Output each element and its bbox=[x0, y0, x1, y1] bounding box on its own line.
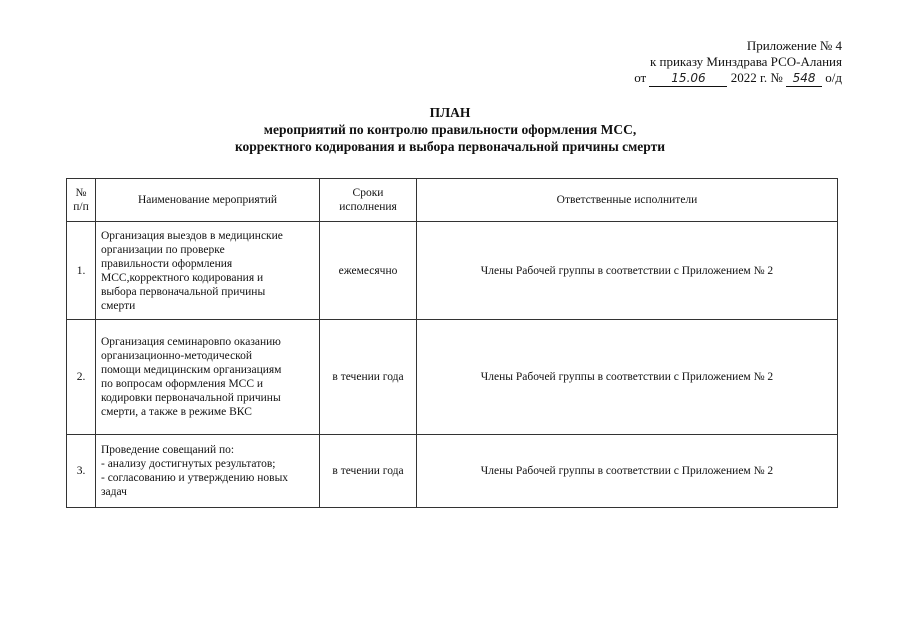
row-name-line: - согласованию и утверждению новых bbox=[101, 472, 289, 484]
row-name-line: смерти bbox=[101, 299, 136, 312]
row-name-line: организационно-методической bbox=[101, 350, 253, 362]
document-subtitle-line2: корректного кодирования и выбора первоначальной причины смерти bbox=[234, 139, 666, 154]
row-name-line: организации по проверке bbox=[101, 243, 225, 256]
header-resp: Ответственные исполнители bbox=[417, 179, 838, 222]
row-term: ежемесячно bbox=[320, 222, 417, 320]
row-num: 1. bbox=[67, 222, 96, 320]
row-name-line: - анализу достигнутых результатов; bbox=[101, 458, 276, 470]
row-num: 2. bbox=[67, 320, 96, 435]
row-resp: Члены Рабочей группы в соответствии с Приложением № 2 bbox=[417, 320, 838, 435]
header-name: Наименование мероприятий bbox=[96, 179, 320, 222]
row-term: в течении года bbox=[320, 435, 417, 508]
row-name-line: по вопросам оформления МСС и bbox=[101, 378, 264, 390]
header-term bbox=[320, 179, 417, 222]
row-name bbox=[96, 435, 320, 508]
row-name-line: задач bbox=[101, 486, 127, 498]
row-resp: Члены Рабочей группы в соответствии с Приложением № 2 bbox=[417, 435, 838, 508]
order-suffix: о/д bbox=[825, 70, 842, 85]
table-row bbox=[67, 320, 838, 435]
row-name-line: Организация выездов в медицинские bbox=[101, 229, 283, 242]
row-num: 3. bbox=[67, 435, 96, 508]
document-title: ПЛАН bbox=[429, 105, 471, 120]
document-title-block bbox=[150, 104, 750, 155]
row-resp: Члены Рабочей группы в соответствии с Приложением № 2 bbox=[417, 222, 838, 320]
row-name bbox=[96, 320, 320, 435]
plan-table bbox=[66, 178, 838, 508]
order-number-handwritten: 548 bbox=[786, 70, 822, 87]
header-term-line1: Сроки bbox=[352, 187, 384, 199]
appendix-order-line bbox=[634, 70, 842, 87]
document-subtitle-line1: мероприятий по контролю правильности оформления МСС, bbox=[263, 122, 637, 137]
row-name-line: кодировки первоначальной причины bbox=[101, 392, 281, 404]
row-name-line: смерти, а также в режиме ВКС bbox=[101, 406, 252, 418]
row-term: в течении года bbox=[320, 320, 417, 435]
appendix-number: Приложение № 4 bbox=[746, 38, 842, 53]
header-num-line1: № bbox=[75, 187, 87, 199]
header-num bbox=[67, 179, 96, 222]
table-row bbox=[67, 435, 838, 508]
table-row bbox=[67, 222, 838, 320]
row-name-line: МСС,корректного кодирования и bbox=[101, 271, 264, 284]
row-name bbox=[96, 222, 320, 320]
row-name-line: Проведение совещаний по: bbox=[101, 444, 235, 456]
header-num-line2: п/п bbox=[73, 201, 89, 213]
table-header-row bbox=[67, 179, 838, 222]
appendix-header bbox=[634, 38, 842, 87]
order-date-handwritten: 15.06 bbox=[649, 70, 727, 87]
order-year: 2022 г. № bbox=[730, 70, 783, 85]
header-term-line2: исполнения bbox=[339, 201, 397, 213]
row-name-line: помощи медицинским организациям bbox=[101, 364, 282, 376]
order-prefix: от bbox=[634, 70, 647, 85]
row-name-line: Организация семинаровпо оказанию bbox=[101, 336, 281, 348]
row-name-line: правильности оформления bbox=[101, 257, 233, 270]
appendix-order-reference: к приказу Минздрава РСО-Алания bbox=[649, 54, 842, 69]
row-name-line: выбора первоначальной причины bbox=[101, 285, 266, 298]
